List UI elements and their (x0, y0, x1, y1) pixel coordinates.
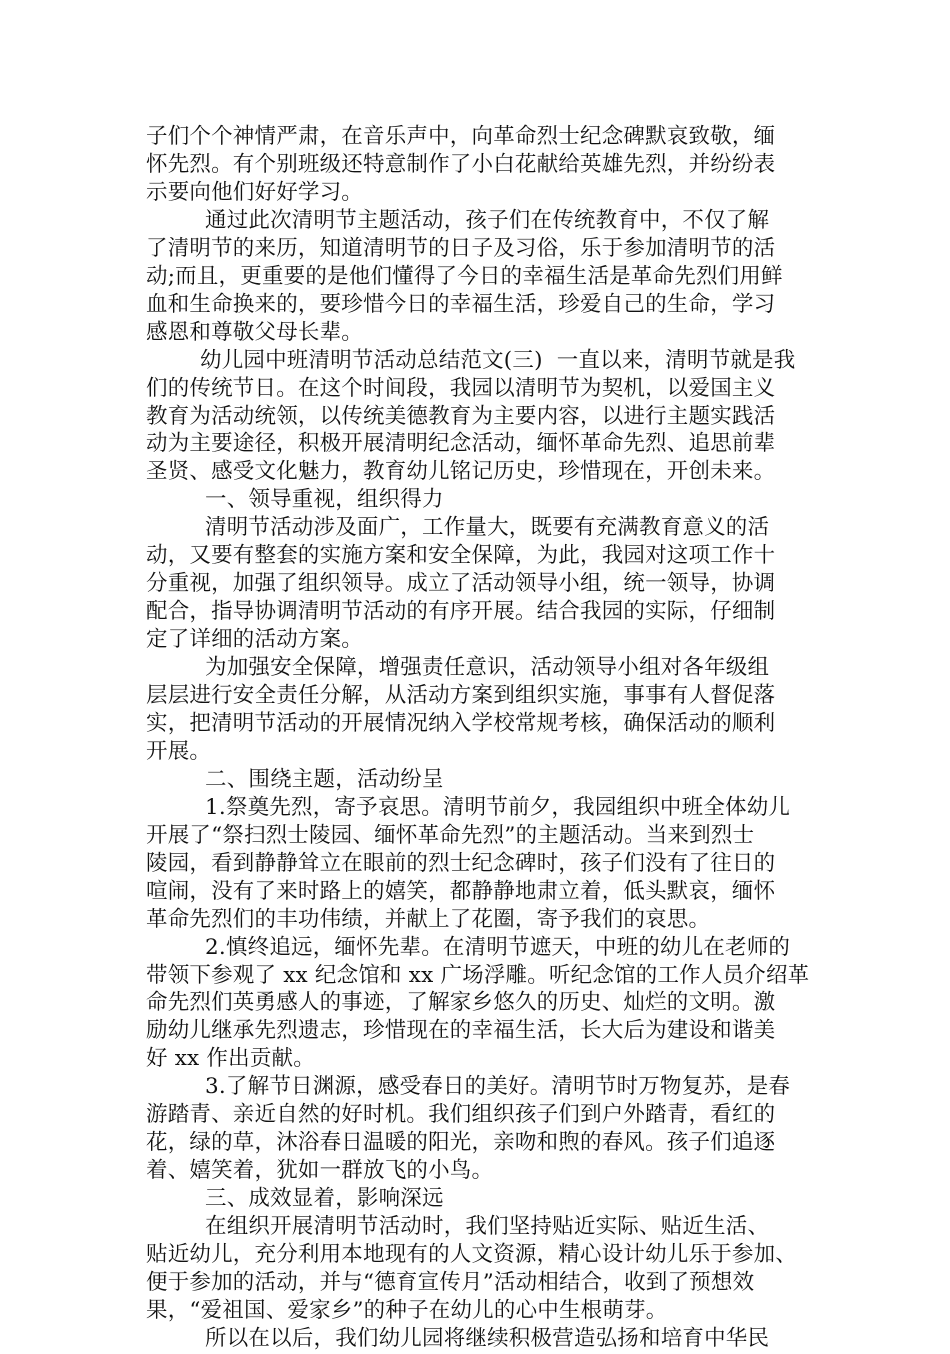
section-heading: 一、领导重视，组织得力 (205, 487, 444, 512)
text-line: 感恩和尊敬父母长辈。 (146, 320, 364, 345)
text-line: 开展了“祭扫烈士陵园、缅怀革命先烈”的主题活动。当来到烈士 (146, 823, 755, 848)
text-line: 果，“爱祖国、爱家乡”的种子在幼儿的心中生根萌芽。 (146, 1298, 668, 1323)
section-heading: 三、成效显着，影响深远 (205, 1186, 444, 1211)
text-line: 带领下参观了 xx 纪念馆和 xx 广场浮雕。听纪念馆的工作人员介绍革 (146, 963, 810, 988)
text-line: 所以在以后，我们幼儿园将继续积极营造弘扬和培育中华民 (205, 1326, 770, 1351)
text-line: 实，把清明节活动的开展情况纳入学校常规考核，确保活动的顺利 (146, 711, 776, 736)
text-line: 示要向他们好好学习。 (146, 180, 364, 205)
text-line: 好 xx 作出贡献。 (146, 1046, 315, 1071)
text-line: 动为主要途径，积极开展清明纪念活动，缅怀革命先烈、追思前辈 (146, 431, 776, 456)
text-line: 血和生命换来的，要珍惜今日的幸福生活，珍爱自己的生命，学习 (146, 292, 776, 317)
text-line: 动，又要有整套的实施方案和安全保障，为此，我园对这项工作十 (146, 543, 776, 568)
text-line: 子们个个神情严肃，在音乐声中，向革命烈士纪念碑默哀致敬，缅 (146, 124, 776, 149)
text-line: 便于参加的活动，并与“德育宣传月”活动相结合，收到了预想效 (146, 1270, 755, 1295)
text-line: 幼儿园中班清明节活动总结范文(三) 一直以来，清明节就是我 (200, 348, 796, 373)
section-heading: 二、围绕主题，活动纷呈 (205, 767, 444, 792)
text-line: 1.祭奠先烈，寄予哀思。清明节前夕，我园组织中班全体幼儿 (205, 795, 791, 820)
text-line: 开展。 (146, 739, 212, 764)
text-line: 花，绿的草，沐浴春日温暖的阳光，亲吻和煦的春风。孩子们追逐 (146, 1130, 776, 1155)
text-line: 们的传统节日。在这个时间段，我园以清明节为契机，以爱国主义 (146, 376, 776, 401)
text-line: 怀先烈。有个别班级还特意制作了小白花献给英雄先烈，并纷纷表 (146, 152, 776, 177)
text-line: 教育为活动统领，以传统美德教育为主要内容，以进行主题实践活 (146, 404, 776, 429)
text-line: 配合，指导协调清明节活动的有序开展。结合我园的实际，仔细制 (146, 599, 776, 624)
text-line: 动;而且，更重要的是他们懂得了今日的幸福生活是革命先烈们用鲜 (146, 264, 783, 289)
text-line: 为加强安全保障，增强责任意识，活动领导小组对各年级组 (205, 655, 770, 680)
text-line: 分重视，加强了组织领导。成立了活动领导小组，统一领导，协调 (146, 571, 776, 596)
text-line: 层层进行安全责任分解，从活动方案到组织实施，事事有人督促落 (146, 683, 776, 708)
text-line: 游踏青、亲近自然的好时机。我们组织孩子们到户外踏青，看红的 (146, 1102, 776, 1127)
text-line: 2.慎终追远，缅怀先辈。在清明节遮天，中班的幼儿在老师的 (205, 935, 791, 960)
text-line: 革命先烈们的丰功伟绩，并献上了花圈，寄予我们的哀思。 (146, 907, 711, 932)
text-line: 励幼儿继承先烈遗志，珍惜现在的幸福生活，长大后为建设和谐美 (146, 1018, 776, 1043)
text-line: 清明节活动涉及面广，工作量大，既要有充满教育意义的活 (205, 515, 770, 540)
text-line: 喧闹，没有了来时路上的嬉笑，都静静地肃立着，低头默哀，缅怀 (146, 879, 776, 904)
text-line: 着、嬉笑着，犹如一群放飞的小鸟。 (146, 1158, 494, 1183)
text-line: 贴近幼儿，充分利用本地现有的人文资源，精心设计幼儿乐于参加、 (146, 1242, 798, 1267)
text-line: 圣贤、感受文化魅力，教育幼儿铭记历史，珍惜现在，开创未来。 (146, 459, 776, 484)
text-line: 命先烈们英勇感人的事迹，了解家乡悠久的历史、灿烂的文明。激 (146, 990, 776, 1015)
text-line: 3.了解节日渊源，感受春日的美好。清明节时万物复苏，是春 (205, 1074, 791, 1099)
text-line: 陵园，看到静静耸立在眼前的烈士纪念碑时，孩子们没有了往日的 (146, 851, 776, 876)
text-line: 定了详细的活动方案。 (146, 627, 364, 652)
text-line: 在组织开展清明节活动时，我们坚持贴近实际、贴近生活、 (205, 1214, 770, 1239)
text-line: 了清明节的来历，知道清明节的日子及习俗，乐于参加清明节的活 (146, 236, 776, 261)
text-line: 通过此次清明节主题活动，孩子们在传统教育中，不仅了解 (205, 208, 770, 233)
